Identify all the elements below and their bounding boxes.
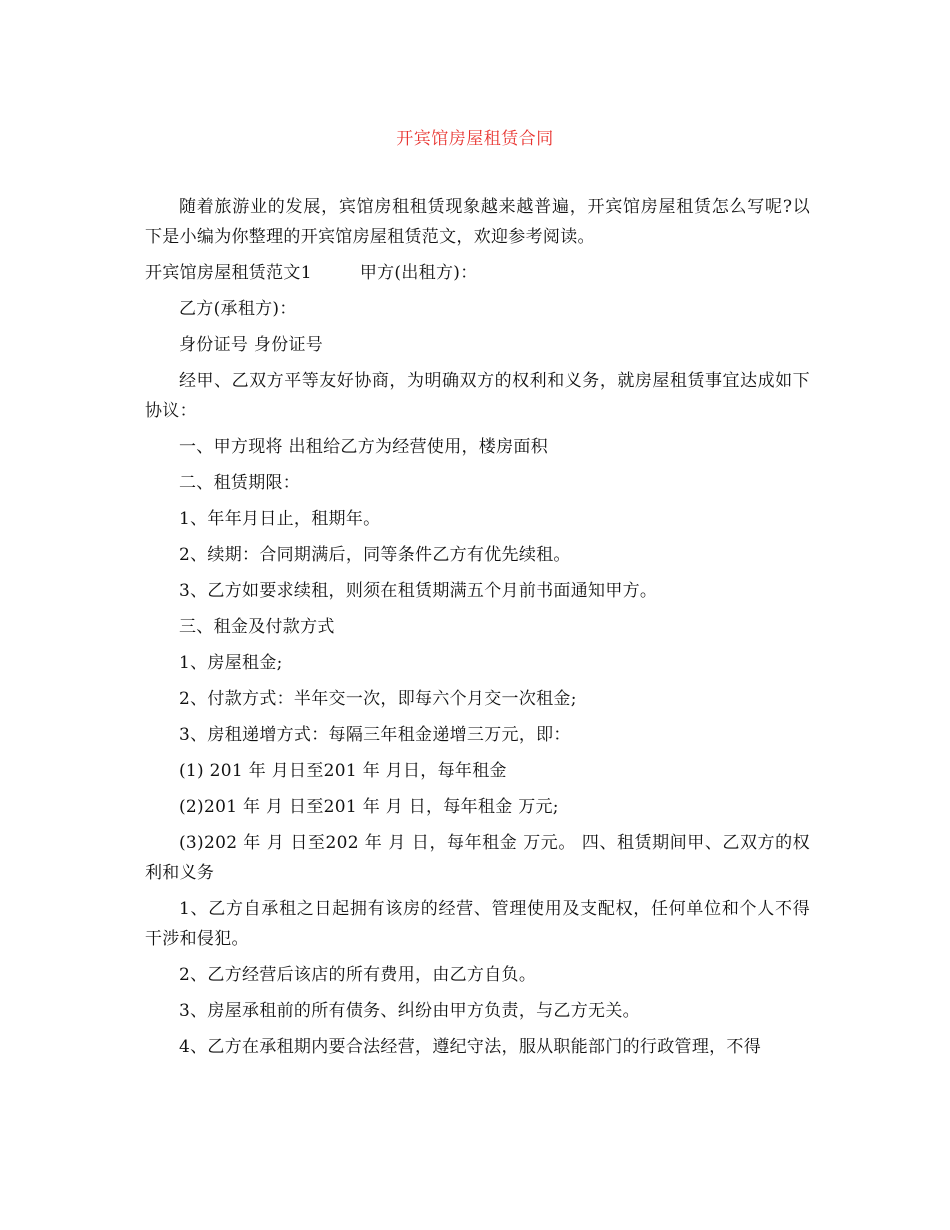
intro-paragraph: 随着旅游业的发展，宾馆房租租赁现象越来越普遍，开宾馆房屋租赁怎么写呢?以下是小编为你整理的开宾馆房屋租赁范文，欢迎参考阅读。 — [145, 197, 810, 247]
clause-2-heading: 二、租赁期限： — [179, 473, 301, 493]
clause-4-item-2: 2、乙方经营后该店的所有费用，由乙方自负。 — [179, 965, 537, 985]
rent-period-2: (2)201 年 月 日至201 年 月 日，每年租金 万元; — [179, 797, 559, 817]
rent-period-1: (1) 201 年 月日至201 年 月日，每年租金 — [179, 761, 507, 781]
clause-4-item-1: 1、乙方自承租之日起拥有该房的经营、管理使用及支配权，任何单位和个人不得干涉和侵犯。 — [145, 899, 810, 949]
party-b-label: 乙方(承租方)： — [179, 299, 297, 319]
clause-4-item-4: 4、乙方在承租期内要合法经营，遵纪守法，服从职能部门的行政管理，不得 — [179, 1037, 762, 1057]
document-body — [145, 192, 810, 1068]
agreement-preamble: 经甲、乙双方平等友好协商，为明确双方的权利和义务，就房屋租赁事宜达成如下协议： — [145, 371, 810, 421]
clause-2-item-1: 1、年年月日止，租期年。 — [179, 509, 381, 529]
clause-2-item-3: 3、乙方如要求续租，则须在租赁期满五个月前书面通知甲方。 — [179, 581, 658, 601]
clause-1: 一、甲方现将 出租给乙方为经营使用，楼房面积 — [179, 437, 549, 457]
clause-3-item-3: 3、房租递增方式：每隔三年租金递增三万元，即： — [179, 725, 571, 745]
document-title: 开宾馆房屋租赁合同 — [396, 129, 554, 149]
clause-3-heading: 三、租金及付款方式 — [179, 617, 335, 637]
party-a-label: 甲方(出租方)： — [359, 263, 478, 283]
id-number-line: 身份证号 身份证号 — [179, 335, 324, 355]
sample-heading: 开宾馆房屋租赁范文1 — [145, 263, 312, 283]
clause-3-item-2: 2、付款方式：半年交一次，即每六个月交一次租金; — [179, 689, 577, 709]
clause-4-item-3: 3、房屋承租前的所有债务、纠纷由甲方负责，与乙方无关。 — [179, 1001, 640, 1021]
rent-period-3: (3)202 年 月 日至202 年 月 日，每年租金 万元。 四、租赁期间甲、乙双方的权利和义务 — [145, 833, 810, 883]
clause-3-item-1: 1、房屋租金; — [179, 653, 283, 673]
sample-heading-line — [145, 258, 810, 288]
clause-2-item-2: 2、续期：合同期满后，同等条件乙方有优先续租。 — [179, 545, 571, 565]
